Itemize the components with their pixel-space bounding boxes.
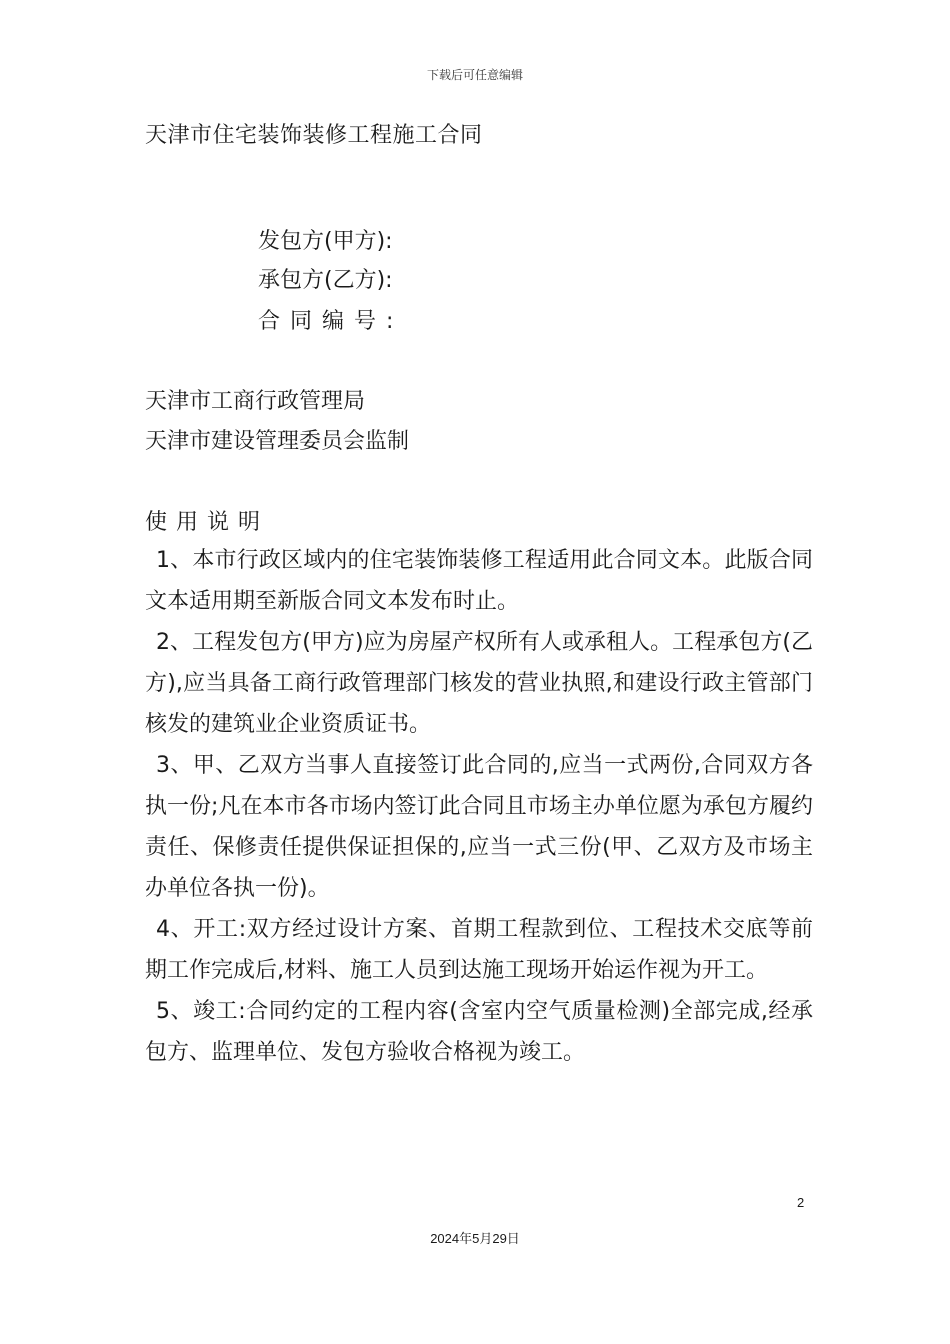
party-b-label: 承包方(乙方): [258,268,393,293]
contract-number-label: 合同编号: [258,309,404,334]
instructions-title: 使用说明 [145,510,270,535]
instruction-item-5: 5、竣工:合同约定的工程内容(含室内空气质量检测)全部完成,经承包方、监理单位、发包方验收合格视为竣工。 [145,999,813,1065]
issuing-organization-1: 天津市工商行政管理局 [145,389,366,414]
party-a-label: 发包方(甲方): [258,229,393,254]
instructions-body [145,540,813,1073]
instruction-item-4: 4、开工:双方经过设计方案、首期工程款到位、工程技术交底等前期工作完成后,材料、施工人员到达施工现场开始运作视为开工。 [145,917,813,983]
issuing-organization-2: 天津市建设管理委员会监制 [145,429,410,454]
header-note: 下载后可任意编辑 [426,68,523,82]
page-number: 2 [797,1195,805,1210]
footer-date: 2024年5月29日 [430,1231,520,1246]
instruction-item-3: 3、甲、乙双方当事人直接签订此合同的,应当一式两份,合同双方各执一份;凡在本市各市场内签订此合同且市场主办单位愿为承包方履约责任、保修责任提供保证担保的,应当一式三份(甲、乙双方及市场主办单位各执一份)。 [145,753,813,901]
document-title: 天津市住宅装饰装修工程施工合同 [145,123,483,148]
instruction-item-1: 1、本市行政区域内的住宅装饰装修工程适用此合同文本。此版合同文本适用期至新版合同文本发布时止。 [145,548,813,614]
instruction-item-2: 2、工程发包方(甲方)应为房屋产权所有人或承租人。工程承包方(乙方),应当具备工商行政管理部门核发的营业执照,和建设行政主管部门核发的建筑业企业资质证书。 [145,630,813,737]
